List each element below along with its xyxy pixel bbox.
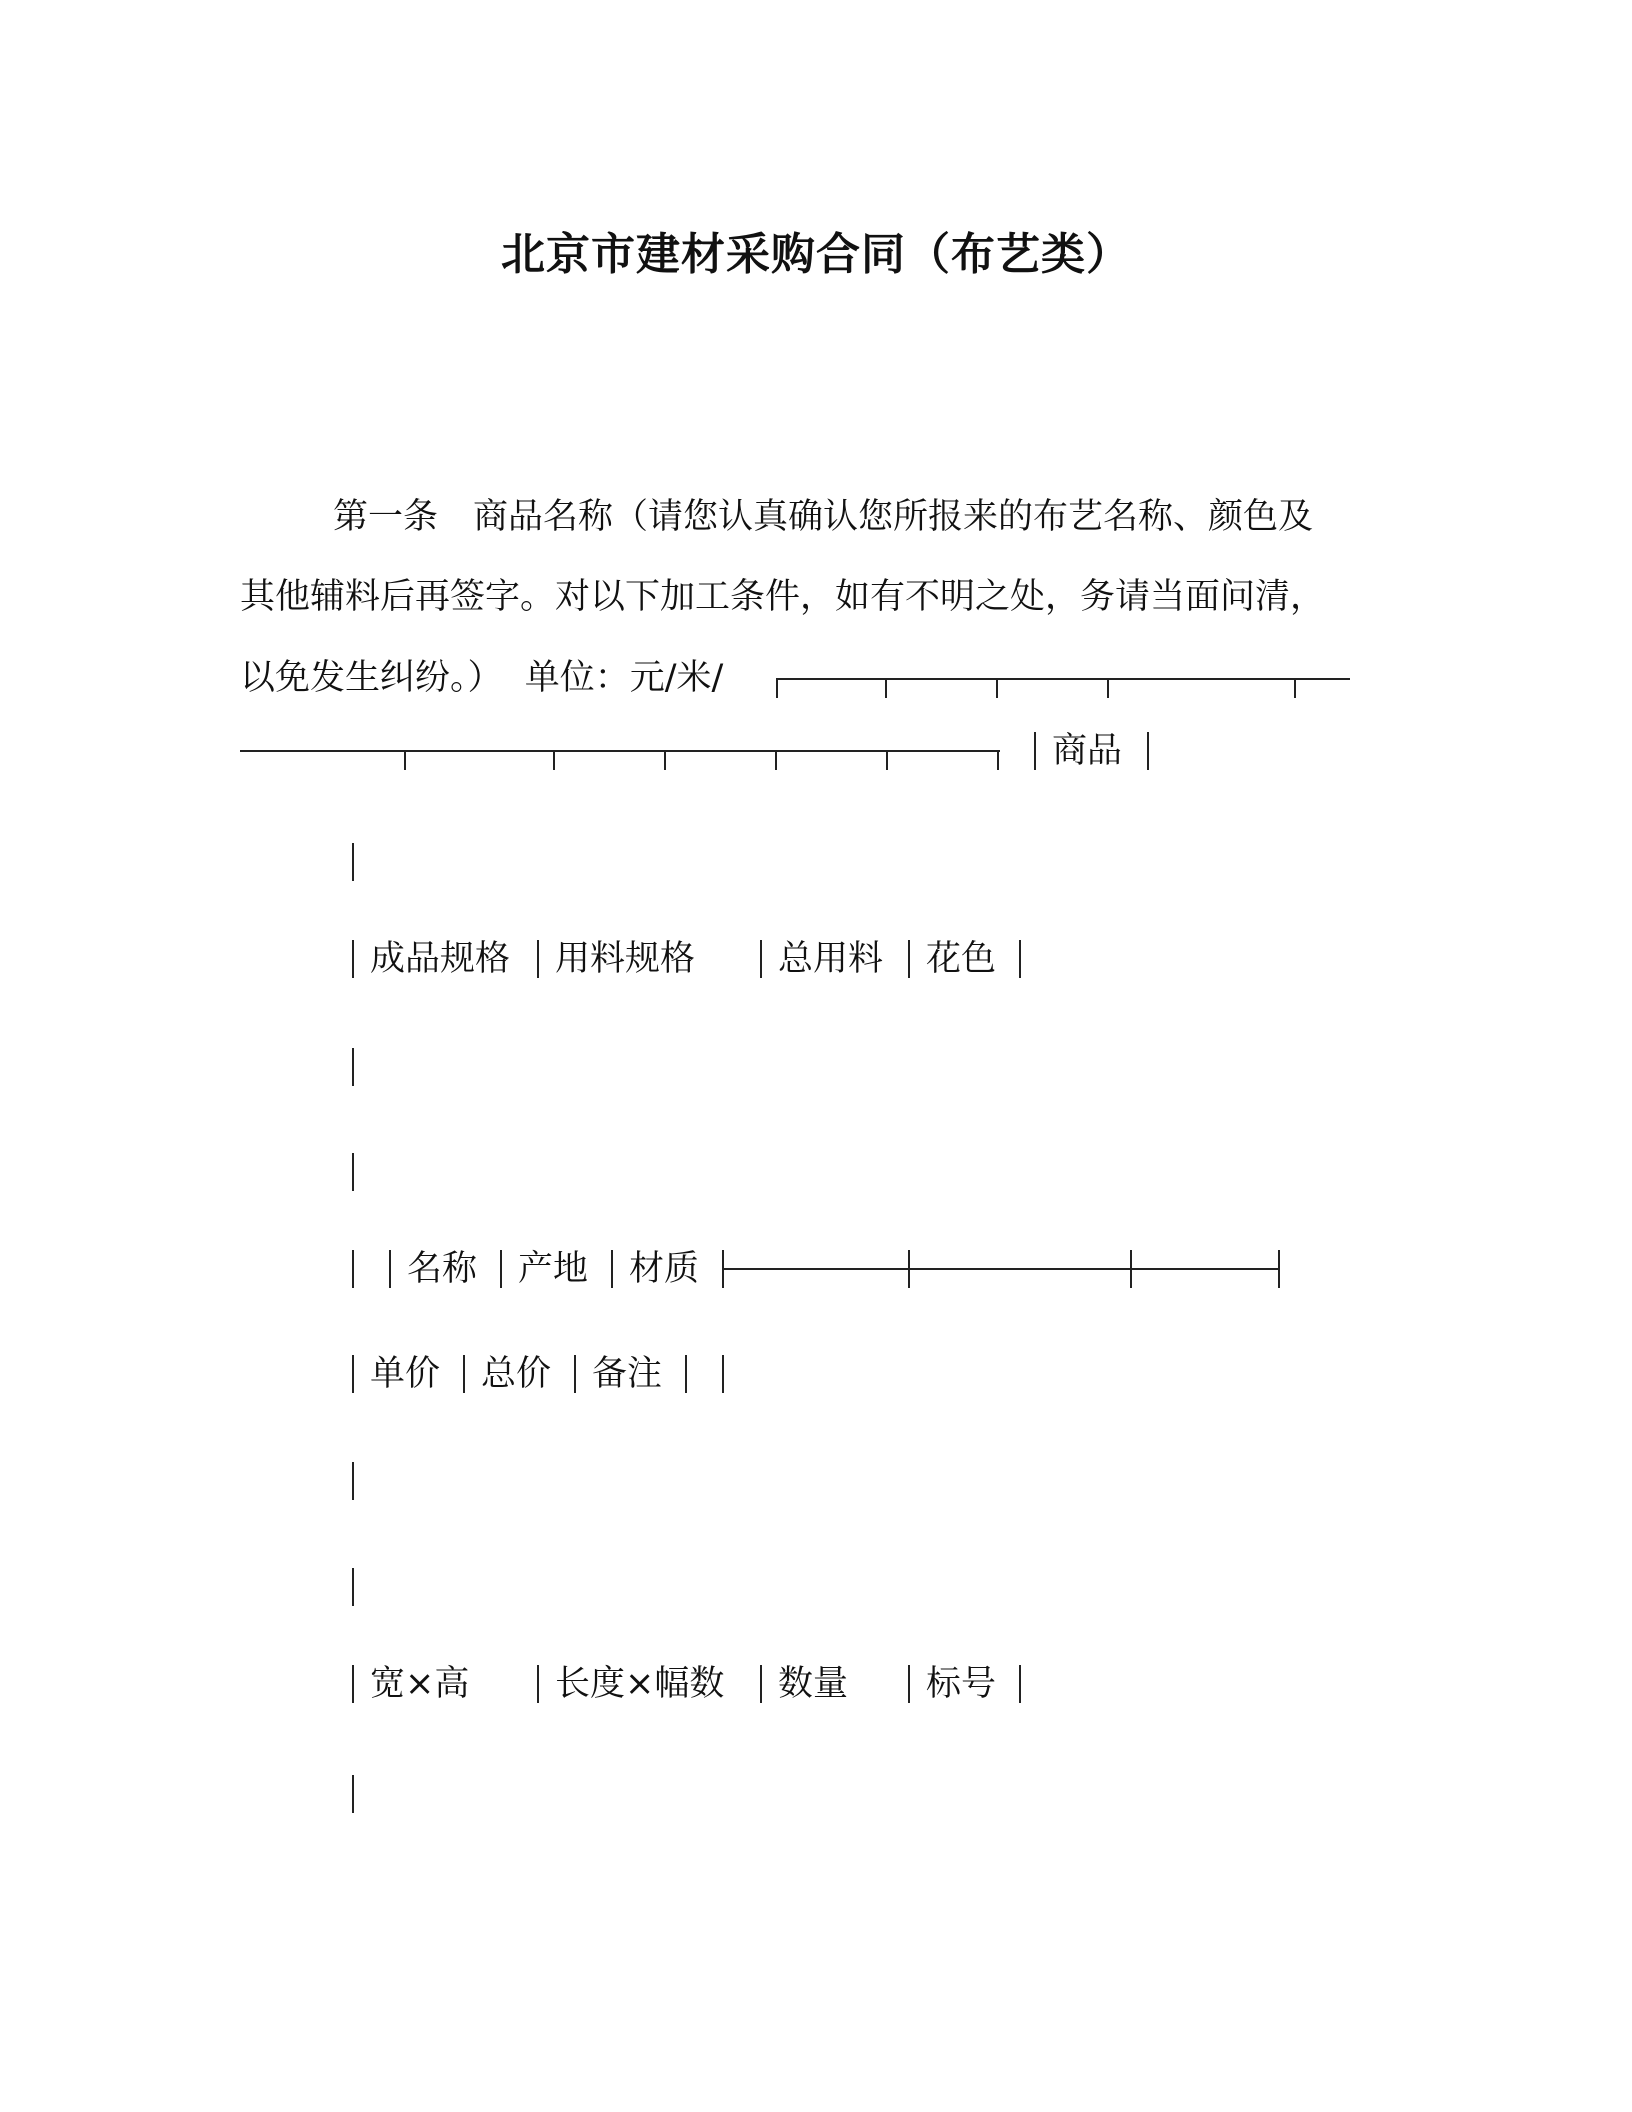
cell-divider <box>908 1665 910 1703</box>
cell-length-width: 长度×幅数 <box>555 1664 725 1704</box>
cell-pattern: 花色 <box>926 939 997 979</box>
cell-total-material: 总用料 <box>778 939 884 979</box>
table-border-tick <box>404 750 406 770</box>
table-border-tick <box>776 678 778 698</box>
cell-material: 材质 <box>629 1249 700 1289</box>
cell-divider <box>1019 1665 1021 1703</box>
cell-divider <box>908 940 910 978</box>
cell-divider <box>352 1665 354 1703</box>
cell-unit-price: 单价 <box>370 1354 441 1394</box>
header-goods: 商品 <box>1052 731 1123 771</box>
cell-divider <box>1034 732 1036 770</box>
table-border-tick <box>997 750 999 770</box>
cell-width-height: 宽×高 <box>370 1664 470 1704</box>
cell-divider <box>908 1250 910 1288</box>
cell-divider <box>352 1048 354 1086</box>
cell-material-spec: 用料规格 <box>555 939 696 979</box>
cell-label-number: 标号 <box>926 1664 997 1704</box>
cell-divider <box>760 940 762 978</box>
cell-divider <box>352 1153 354 1191</box>
cell-finished-spec: 成品规格 <box>370 939 511 979</box>
cell-divider <box>500 1250 502 1288</box>
table-row-border <box>722 1268 1278 1270</box>
table-border-tick <box>1294 678 1296 698</box>
table-top-border <box>776 678 1350 680</box>
cell-divider <box>1278 1250 1280 1288</box>
cell-divider <box>574 1355 576 1393</box>
cell-quantity: 数量 <box>778 1664 849 1704</box>
cell-origin: 产地 <box>518 1249 589 1289</box>
table-border-tick <box>664 750 666 770</box>
document-title: 北京市建材采购合同（布艺类） <box>501 229 1131 280</box>
cell-divider <box>352 1775 354 1813</box>
paragraph-line-1: 第一条 商品名称（请您认真确认您所报来的布艺名称、颜色及 <box>333 497 1314 537</box>
cell-divider <box>760 1665 762 1703</box>
cell-divider <box>1130 1250 1132 1288</box>
cell-divider <box>352 1568 354 1606</box>
cell-divider <box>1147 732 1149 770</box>
table-border-tick <box>775 750 777 770</box>
paragraph-line-2: 其他辅料后再签字。对以下加工条件，如有不明之处，务请当面问清， <box>240 577 1326 617</box>
table-border-tick <box>553 750 555 770</box>
cell-divider <box>611 1250 613 1288</box>
cell-remarks: 备注 <box>592 1354 663 1394</box>
cell-divider <box>352 1355 354 1393</box>
cell-divider <box>352 843 354 881</box>
cell-divider <box>722 1355 724 1393</box>
table-border-tick <box>1107 678 1109 698</box>
cell-divider <box>352 1250 354 1288</box>
cell-divider <box>389 1250 391 1288</box>
cell-divider <box>537 940 539 978</box>
cell-divider <box>685 1355 687 1393</box>
cell-divider <box>352 940 354 978</box>
paragraph-line-3: 以免发生纠纷。） 单位：元/米/ <box>240 658 724 698</box>
cell-divider <box>537 1665 539 1703</box>
cell-name: 名称 <box>407 1249 478 1289</box>
cell-divider <box>352 1462 354 1500</box>
table-border-tick <box>886 750 888 770</box>
cell-divider <box>463 1355 465 1393</box>
table-border-tick <box>885 678 887 698</box>
table-border-tick <box>996 678 998 698</box>
cell-divider <box>1019 940 1021 978</box>
cell-total-price: 总价 <box>481 1354 552 1394</box>
